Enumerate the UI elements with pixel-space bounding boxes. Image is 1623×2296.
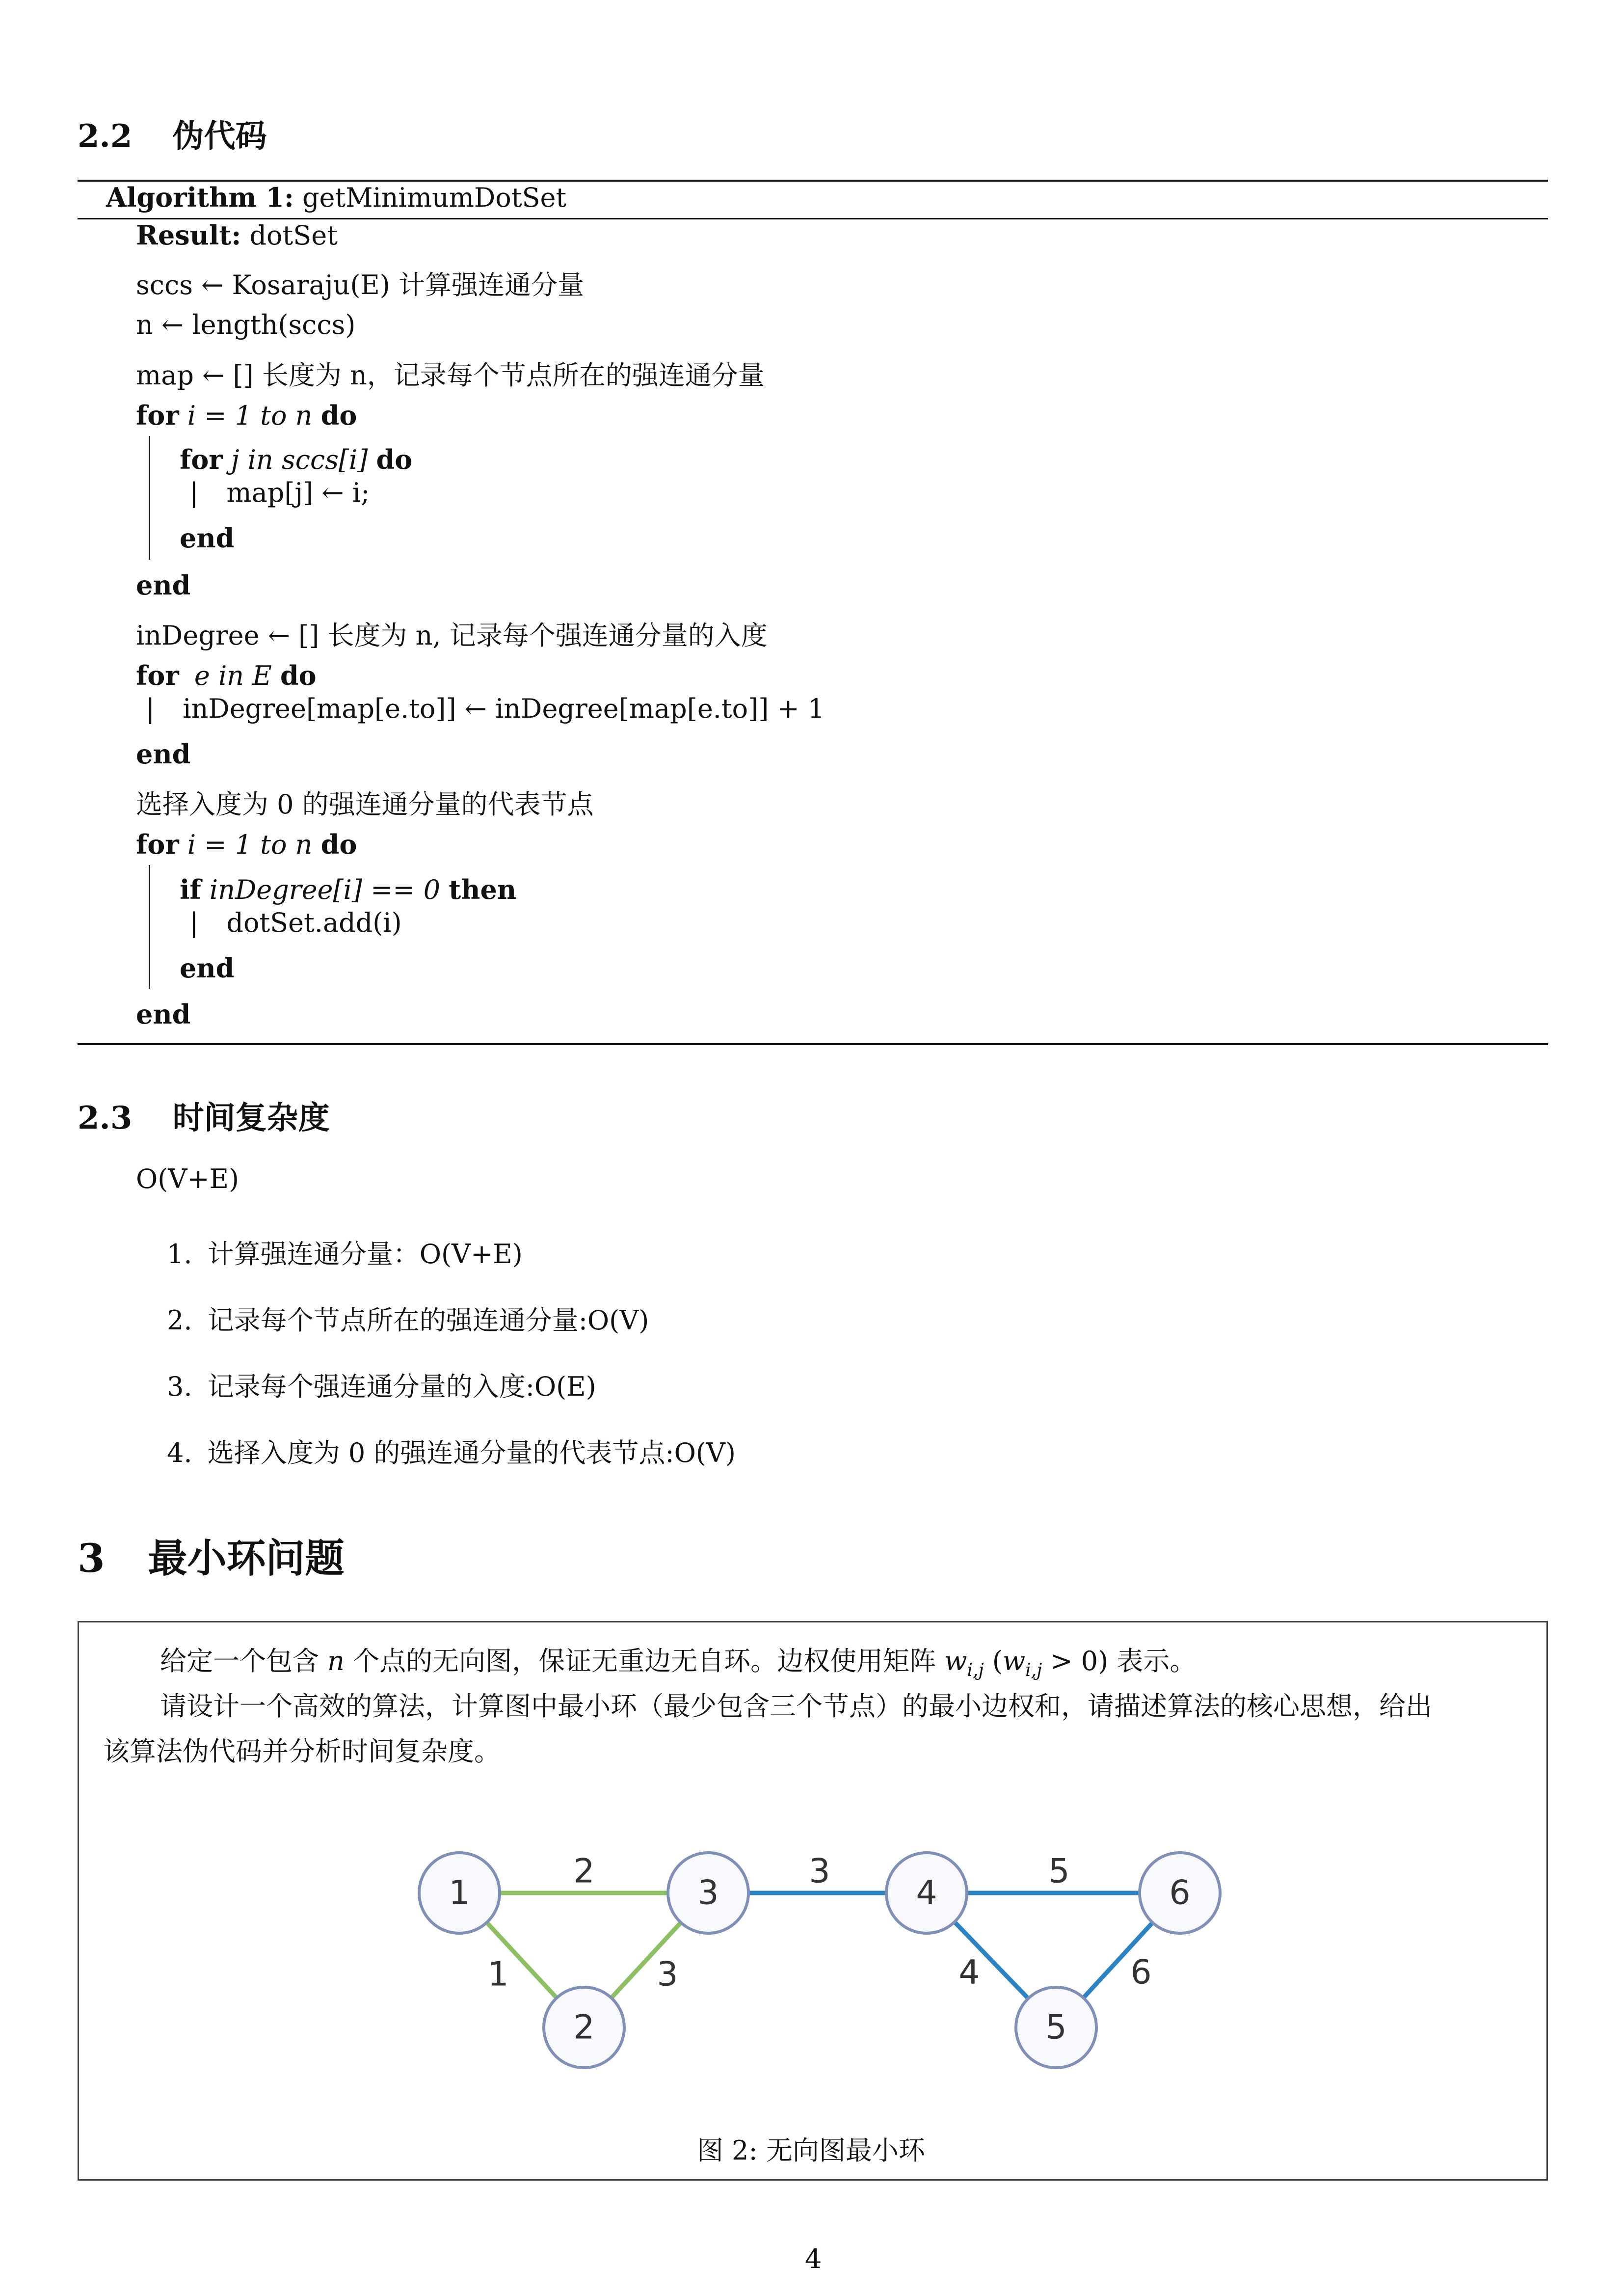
result-label: Result: [136,219,241,251]
keyword-for: for [136,829,179,860]
graph-node-label: 3 [697,1873,719,1913]
algo-line-15 [180,874,516,905]
problem-paragraph-2-line-1: 请设计一个高效的算法，计算图中最小环（最少包含三个节点）的最小边权和，请描述算法的核心思想，给出 [160,1691,1432,1722]
section-number: 2.2 [78,118,133,155]
algo-line-10 [136,660,317,691]
list-text: 记录每个强连通分量的入度:O(E) [207,1371,596,1402]
complexity-overall: O(V+E) [136,1163,239,1194]
list-text: 记录每个节点所在的强连通分量:O(V) [207,1305,649,1336]
algo-line-7: end [180,522,235,554]
algo-line-13: 选择入度为 0 的强连通分量的代表节点 [136,789,594,820]
list-item [167,1233,523,1271]
statement: dotSet.add(i) [226,907,402,938]
graph-node-label: 4 [916,1873,937,1913]
text: ( [984,1646,1003,1676]
keyword-do: do [320,400,357,431]
bar-glyph: | [189,477,199,508]
keyword-if: if [180,874,201,905]
math-subscript: i,j [967,1660,984,1680]
section-number: 3 [78,1535,105,1581]
page-number: 4 [805,2243,822,2274]
algo-line-14 [136,829,357,860]
loop-range: i = 1 to n [187,400,313,431]
algorithm-result [136,219,338,251]
list-item [167,1432,736,1470]
algorithm-caption [106,182,566,213]
edge-weight-label: 5 [1048,1852,1070,1891]
text: 给定一个包含 [160,1646,328,1676]
list-text: 计算强连通分量：O(V+E) [207,1239,523,1270]
math-subscript: i,j [1025,1660,1042,1680]
math-n: n [327,1646,345,1676]
algo-line-5 [180,444,412,475]
section-2-3-heading [78,1093,330,1138]
list-item [167,1299,649,1337]
section-title: 时间复杂度 [172,1100,330,1136]
figure-caption: 图 2: 无向图最小环 [697,2135,925,2166]
algo-line-9: inDegree ← [] 长度为 n, 记录每个强连通分量的入度 [136,620,768,651]
algo-line-17: end [180,952,235,984]
keyword-for: for [136,400,179,431]
text: > 0) 表示。 [1042,1646,1197,1676]
edge-weight-label: 1 [487,1955,509,1994]
keyword-for: for [180,444,223,475]
algo-line-16 [189,907,402,938]
loop-body-bar [149,865,150,989]
list-text: 选择入度为 0 的强连通分量的代表节点:O(V) [207,1437,736,1468]
keyword-do: do [320,829,357,860]
algo-line-12: end [136,738,191,770]
keyword-do: do [280,660,317,691]
algo-line-8: end [136,569,191,601]
algo-line-11 [146,693,825,724]
graph-node-label: 1 [449,1873,470,1913]
algorithm-name: getMinimumDotSet [302,182,567,213]
algo-line-1: sccs ← Kosaraju(E) 计算强连通分量 [136,270,585,300]
keyword-for: for [136,660,179,691]
result-value: dotSet [249,220,338,251]
loop-range: e in E [194,660,272,691]
condition: inDegree[i] == 0 [209,874,441,905]
list-number: 3. [167,1371,192,1402]
algo-line-2: n ← length(sccs) [136,309,356,340]
section-number: 2.3 [78,1100,133,1136]
graph-node-label: 5 [1045,2008,1067,2047]
list-number: 1. [167,1239,192,1270]
graph-figure [402,1836,1237,2081]
statement: map[j] ← i; [226,477,370,508]
problem-paragraph-2-line-2: 该算法伪代码并分析时间复杂度。 [103,1736,501,1767]
list-number: 2. [167,1305,192,1336]
math-w: w [1002,1646,1026,1676]
algorithm-label: Algorithm 1: [106,182,294,213]
text: 个点的无向图，保证无重边无自环。边权使用矩阵 [344,1646,945,1676]
algo-line-18: end [136,999,191,1030]
loop-body-bar [149,436,150,560]
loop-range: j in sccs[i] [231,444,368,475]
graph-node-label: 2 [573,2008,595,2047]
keyword-then: then [449,874,517,905]
section-title: 伪代码 [172,118,267,155]
edge-weight-label: 3 [657,1955,678,1994]
section-title: 最小环问题 [148,1535,345,1581]
bar-glyph: | [189,907,199,938]
edge-weight-label: 3 [809,1852,830,1891]
keyword-do: do [376,444,413,475]
algorithm-bottom-rule [78,1043,1548,1045]
bar-glyph: | [146,693,155,724]
graph-node-label: 6 [1169,1873,1191,1913]
edge-weight-label: 4 [958,1953,980,1992]
edge-weight-label: 6 [1130,1953,1152,1992]
list-number: 4. [167,1437,192,1468]
section-3-heading [78,1527,345,1583]
algo-line-6 [189,477,370,508]
list-item [167,1366,596,1404]
edge-weight-label: 2 [573,1852,595,1891]
section-2-2-heading [78,111,267,156]
statement: inDegree[map[e.to]] ← inDegree[map[e.to]] + 1 [183,693,825,724]
math-w: w [944,1646,967,1676]
algo-line-3: map ← [] 长度为 n，记录每个节点所在的强连通分量 [136,360,765,391]
loop-range: i = 1 to n [187,829,313,860]
algo-line-4 [136,400,357,431]
